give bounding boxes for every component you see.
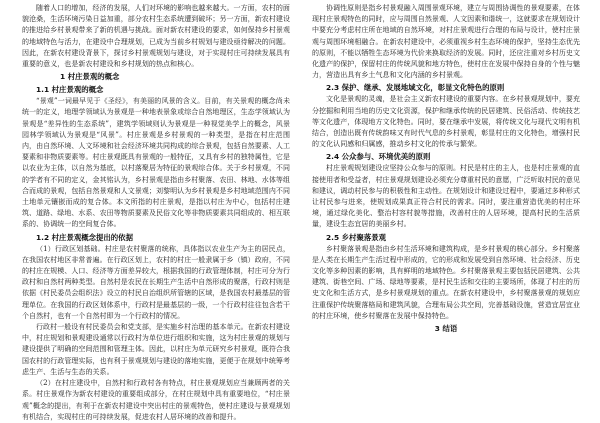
intro-paragraph: 随着人口的增加，经济的发展，人们对环境的影响也越来越大。一方面，农村的面貌沧桑，生活环境污染日益加重，部分农村生态系统遭到破坏；另一方面，新农村建设的推进给乡村景观带来了新的机遇与挑战。面对新农村建设的要求，如何保持乡村景观的地域特色与活力，在建设中合理规划，已成为当前乡村规划与建设亟待解决的问题。因此，在新农村建设背景下，探讨乡村景观规划与建设，对于实现村庄可持续发展具有重要的意义，也是新农村建设和乡村规划的热点和核心。 (22, 4, 290, 69)
paragraph-1-2a: （1）行政区划基础。村庄是农村聚落的统称，具体指以农业生产为主的居民点，在我国农村地区非常普遍。在行政区划上，农村的村庄一般隶属于乡（镇）政府，不同的村庄在规模、人口、经济等方面差异较大，根据我国的行政管理体制，村庄可分为行政村和自然村两种类型。自然村是农民在长期生产生活中自然形成的聚落，行政村则是依据《村民委员会组织法》设立的村民自治组织所管辖的区域，是我国农村最基层的管理单位。在我国的行政区划体系中，行政村是最基层的一级，一个行政村往往包含若干个自然村，也有一个自然村即为一个行政村的情况。 (22, 244, 290, 320)
paragraph-1-2c: （2）在村庄建设中，自然村和行政村各有特点，村庄景观规划应当兼顾两者的关系。村庄景观作为新农村建设的重要组成部分，在村庄规划中具有重要地位，“村庄景观”概念的提出，有利于在新农村建设中突出村庄的景观特色，使村庄建设与景观规划有机结合，实现村庄的可持续发展，促进农村人居环境的改善和提升。 (22, 379, 290, 421)
left-column (22, 3, 290, 421)
subsection-heading-1-1: 1.1 村庄景观的概念 (36, 85, 104, 95)
paragraph-1-2b: 行政村一般设有村民委员会和党支部，是实施乡村治理的基本单元。在新农村建设中，村庄规划和景观建设通常以行政村为单位进行组织和实施，这为村庄景观的规划与建设提供了明确的空间范围和管理主体。因此，以村庄为单元研究乡村景观，既符合我国农村的行政管理实际，也有利于景观规划与建设的落地实施，更便于在规划中统筹考虑生产、生活与生态的关系。 (22, 323, 290, 376)
subsection-heading-2-3: 2.3 保护、继承、发展地域文化，彰显文化特色的原则 (326, 83, 505, 93)
subsection-heading-2-5: 2.5 乡村聚落景观 (326, 232, 387, 242)
subsection-heading-1-2: 1.2 村庄景观概念提出的依据 (36, 232, 133, 242)
right-column (312, 3, 580, 400)
paragraph-1-1: “景观”一词最早见于《圣经》，有美丽的风景的含义。目前，有关景观的概念尚未统一的定义，地理学领域认为景观是一种地表景象或综合自然地理区，生态学领域认为景观是“差异性的生态系统”，建筑学领域则认为景观是一种视觉美学上的概念，风景园林学领域认为景观是“风景”。村庄景观是乡村景观的一种类型，是指在村庄范围内，由自然环境、人文环境和社会经济环境共同构成的综合景观，包括自然要素、人工要素和非物质要素等。村庄景观既具有景观的一般特征，又具有乡村的独特属性，它是以农业为主体，以自然为基底，以村落聚居为特征的景观综合体。关于乡村景观，不同的学者有不同的定义，金其铭认为，乡村景观是指由乡村聚落、农田、林地、水体等组合而成的景观，包括自然景观和人文景观；刘黎明认为乡村景观是乡村地域范围内不同土地单元镶嵌而成的复合体。本文所指的村庄景观，是指以村庄为中心，包括村庄建筑、道路、绿地、水系、农田等物质要素及民俗文化等非物质要素共同组成的、相互联系的、协调统一的空间复合体。 (22, 97, 290, 229)
paragraph-2-3: 文化是景观的灵魂，是社会主义新农村建设的重要内容。在乡村景观规划中，要充分挖掘和利用当地的历史文化资源，保护和继承传统的民居建筑、民俗活动、传统技艺等文化遗产，体现地方文化特色。同时，要在继承中发展，将传统文化与现代文明有机结合，创造出既有传统韵味又有时代气息的乡村景观，彰显村庄的文化特色，增强村民的文化认同感和归属感，推动乡村文化的传承与繁荣。 (312, 95, 580, 149)
section-heading-1: 1 村庄景观的概念 (60, 72, 120, 82)
subsection-heading-2-4: 2.4 公众参与、环境优美的原则 (326, 152, 431, 162)
section-heading-3: 3 结语 (434, 324, 458, 334)
paragraph-2-4: 村庄景观规划建设应坚持公众参与的原则。村民是村庄的主人，也是村庄景观的直接使用者和受益者，村庄景观规划建设必须充分尊重村民的意愿，广泛听取村民的意见和建议，调动村民参与的积极性和主动性。在规划设计和建设过程中，要通过多种形式让村民参与进来，使规划成果真正符合村民的需求。同时，要注重营造优美的村庄环境，通过绿化美化、整治村容村貌等措施，改善村庄的人居环境，提高村民的生活质量，建设生态宜居的美丽乡村。 (312, 164, 580, 229)
continued-paragraph: 协调性原则是指乡村景观融入周围景观环境，建立与周围协调性的景观要素，在体现村庄景观特色的同时，应与周围自然景观、人文因素和谐统一，这就要求在规划设计中要充分考虑村庄所在地域的自然环境，对村庄景观进行合理的布局与设计，使村庄景观与周围环境相融合。在新农村建设中，必须重视乡村生态环境的保护，坚持生态优先的原则，不能以牺牲生态环境为代价来换取经济的发展。同时，还应注重对乡村历史文化遗产的保护，保留村庄的传统风貌和地方特色，使村庄在发展中保持自身的个性与魅力，营造出具有乡土气息和文化内涵的乡村景观。 (312, 4, 580, 80)
paragraph-2-5: 乡村聚落景观是指由乡村生活环境和建筑构成，是乡村景观的核心部分。乡村聚落是人类在长期生产生活过程中形成的，它的形成和发展受到自然环境、社会经济、历史文化等多种因素的影响，具有鲜明的地域特色。乡村聚落景观主要包括民居建筑、公共建筑、街巷空间、广场、绿地等要素，是村民生活和交往的主要场所，体现了村庄的历史文化和生活方式，是乡村景观规划的重点。在新农村建设中，乡村聚落景观的规划应注重保护传统聚落格局和建筑风貌，合理布局公共空间，完善基础设施，营造宜居宜业的村庄环境，使乡村聚落在发展中保持特色。 (312, 244, 580, 320)
